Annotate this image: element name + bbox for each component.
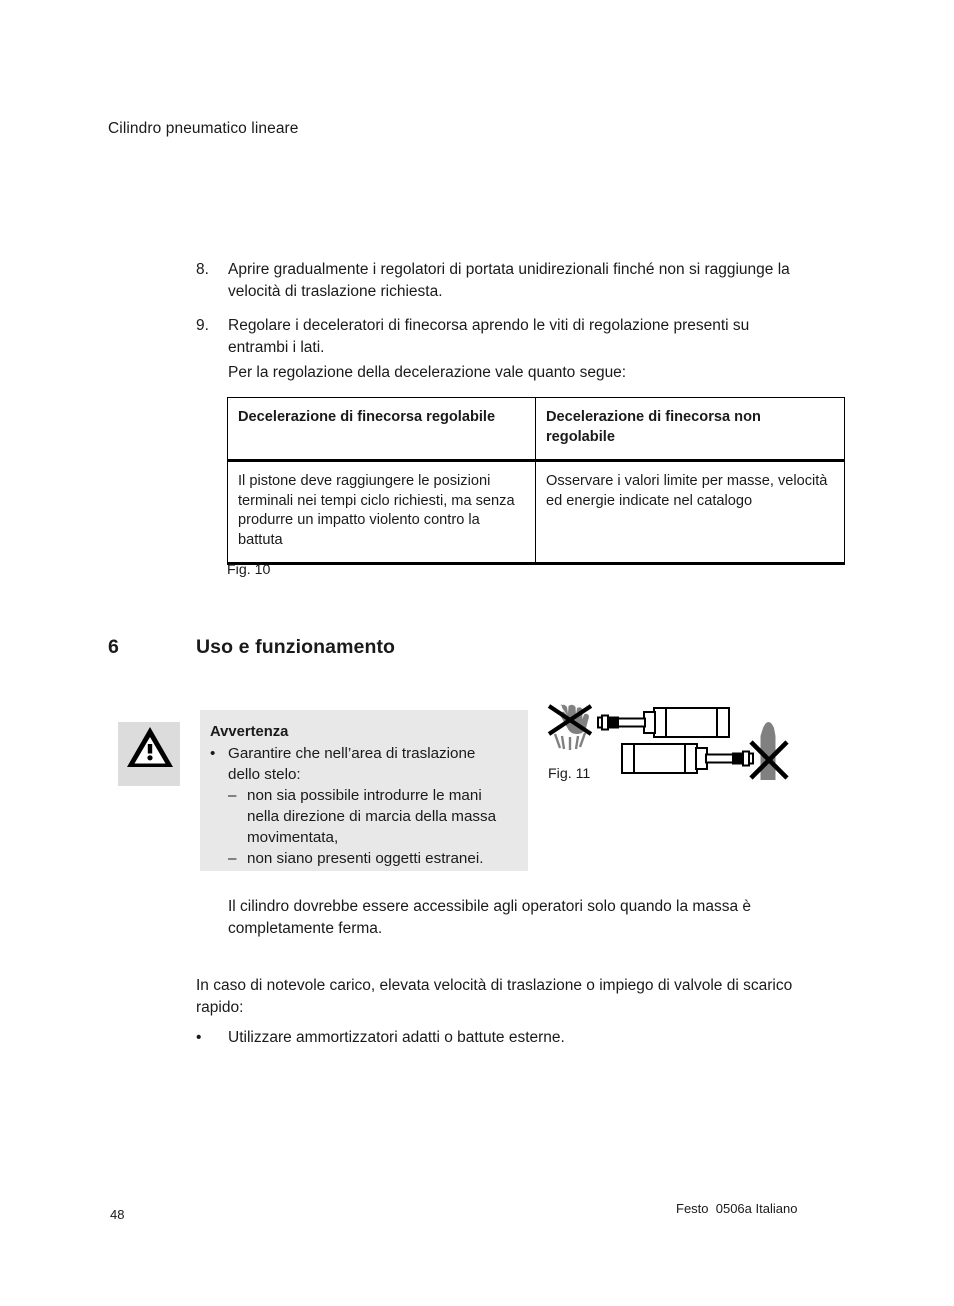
warning-sub-text: non siano presenti oggetti estranei. (247, 850, 484, 867)
running-head: Cilindro pneumatico lineare (108, 120, 299, 137)
pneumatic-cylinder-icon (598, 708, 729, 737)
step-text: Aprire gradualmente i regolatori di portata unidirezionali finché non si raggiunge la velocità di traslazione richiesta. (228, 261, 790, 300)
bullet-text: Utilizzare ammortizzatori adatti o battute esterne. (228, 1029, 565, 1046)
warning-title: Avvertenza (210, 724, 289, 740)
paragraph-condition: In caso di notevole carico, elevata velocità di traslazione o impiego di valvole di scarico rapido: (196, 977, 793, 1016)
paragraph-after-warning: Il cilindro dovrebbe essere accessibile agli operatori solo quando la massa è completamente ferma. (228, 898, 751, 937)
numbered-step-list (196, 259, 812, 384)
chapter-number: 6 (108, 636, 119, 658)
step-number: 9. (196, 317, 209, 334)
warning-sub-item (228, 785, 514, 848)
bullet-marker: • (196, 1029, 202, 1046)
page-number: 48 (110, 1207, 125, 1222)
table-row (228, 461, 845, 564)
figure-caption-10: Fig. 10 (227, 562, 271, 578)
step-text: Regolare i deceleratori di finecorsa aprendo le viti di regolazione presenti su entrambi i lati. (228, 317, 750, 356)
warning-bullet-line1: Garantire che nell’area di traslazione (228, 745, 476, 762)
warning-bullet-line2: dello stelo: (228, 766, 301, 783)
pneumatic-cylinder-icon (622, 744, 753, 773)
deceleration-table (227, 397, 828, 565)
table-cell: Il pistone deve raggiungere le posizioni terminali nei tempi ciclo richiesti, ma senza produrre un impatto violento contro la battuta (228, 461, 536, 564)
list-item (196, 1027, 812, 1049)
list-item (196, 315, 812, 358)
warning-bullet (210, 743, 514, 785)
warning-sub-item (228, 848, 514, 869)
dash-marker: – (228, 850, 237, 867)
step-note: Per la regolazione della decelerazione vale quanto segue: (228, 364, 627, 381)
step-number: 8. (196, 261, 209, 278)
warning-icon-container (118, 722, 180, 786)
table-header-cell: Decelerazione di finecorsa non regolabile (536, 398, 845, 461)
table-header-cell: Decelerazione di finecorsa regolabile (228, 398, 536, 461)
chapter-heading (108, 636, 808, 659)
figure-caption-11: Fig. 11 (548, 766, 591, 782)
table-header-row (228, 398, 845, 461)
footer-imprint: Festo 0506a Italiano (676, 1201, 798, 1216)
chapter-title: Uso e funzionamento (196, 636, 396, 658)
warning-bullet-text (228, 743, 514, 785)
hand-crossed-out-icon (549, 703, 591, 751)
bullet-marker: • (210, 745, 216, 762)
table-cell: Osservare i valori limite per masse, velocità ed energie indicate nel catalogo (536, 461, 845, 564)
warning-sub-text: non sia possibile introdurre le mani nella direzione di marcia della massa movimentata, (247, 787, 497, 846)
list-item (196, 259, 812, 302)
object-crossed-out-icon (751, 722, 787, 780)
dash-marker: – (228, 787, 237, 804)
warning-box (200, 710, 528, 871)
